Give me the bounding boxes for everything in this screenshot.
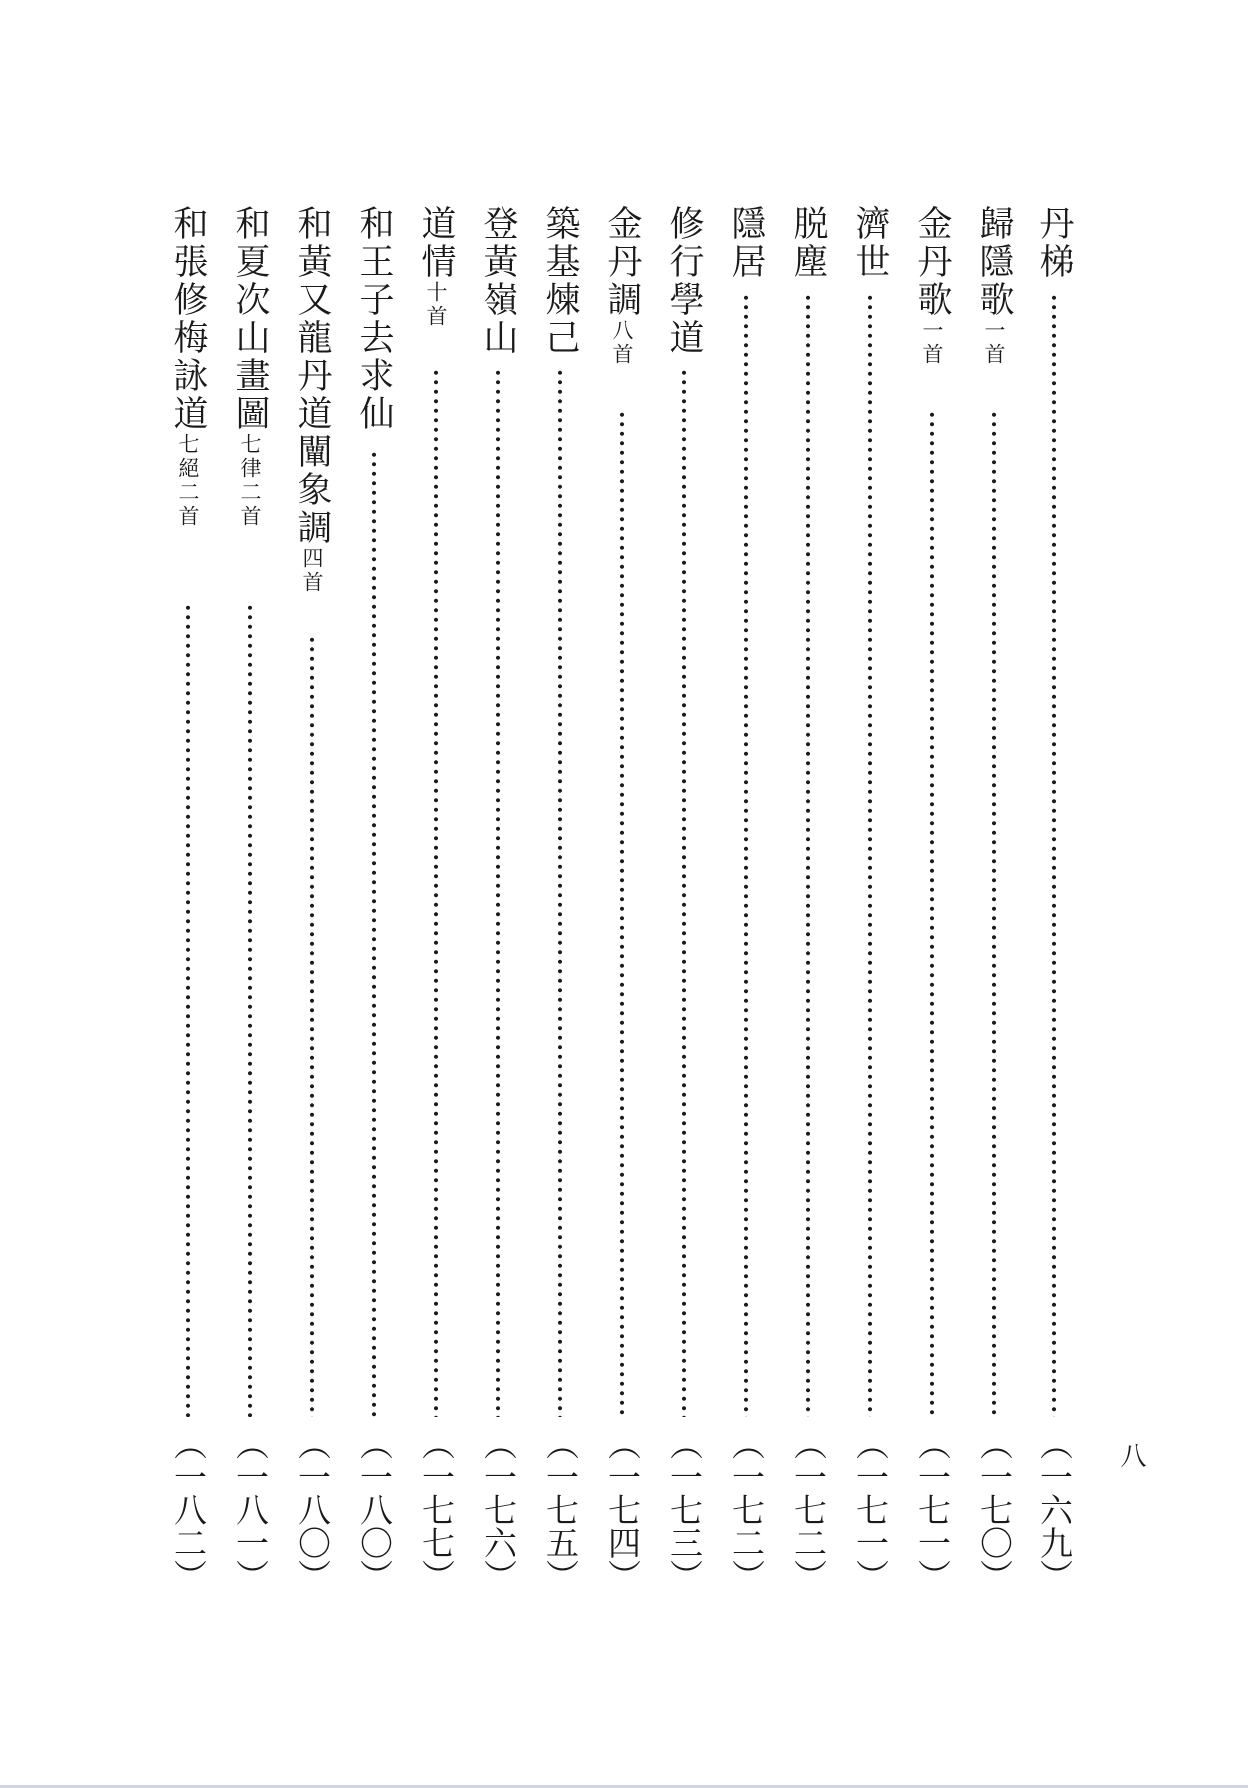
dot-leader [496, 368, 500, 1417]
dot-leader [682, 368, 686, 1417]
entry-page: ︵一七五︶ [541, 1427, 580, 1592]
entry-note: 一首 [920, 319, 944, 367]
entry-title: 金丹歌一首 [912, 205, 952, 367]
entry-page: ︵一八〇︶ [293, 1427, 332, 1592]
entry-page: ︵一七二︶ [789, 1427, 828, 1592]
entry-title: 隱居 [726, 205, 766, 281]
entry-note: 八首 [610, 319, 634, 367]
dot-leader [310, 635, 314, 1417]
entry-title: 築基煉己 [540, 205, 580, 357]
toc-entry[interactable] [788, 205, 828, 1590]
entry-page: ︵一八二︶ [169, 1427, 208, 1592]
toc-entry[interactable] [602, 205, 642, 1590]
entry-page: ︵一八〇︶ [355, 1427, 394, 1592]
dot-leader [868, 293, 872, 1417]
dot-leader [186, 603, 190, 1417]
toc-entry[interactable] [1034, 205, 1074, 1590]
entry-title: 和黃又龍丹道闡象調四首 [292, 205, 332, 595]
dot-leader [620, 410, 624, 1417]
entry-page: ︵一七二︶ [727, 1427, 766, 1592]
dot-leader [744, 293, 748, 1417]
toc-entry[interactable] [664, 205, 704, 1590]
toc-entry[interactable] [478, 205, 518, 1590]
entry-note: 四首 [300, 547, 324, 595]
dot-leader [558, 368, 562, 1417]
entry-title: 登黃嶺山 [478, 205, 518, 357]
toc-entry[interactable] [168, 205, 208, 1590]
toc-entry[interactable] [354, 205, 394, 1590]
page-number: 八 [1116, 1442, 1146, 1468]
entry-page: ︵一七四︶ [603, 1427, 642, 1592]
dot-leader [806, 293, 810, 1417]
entry-title: 和王子去求仙 [354, 205, 394, 433]
entry-page: ︵一七〇︶ [975, 1427, 1014, 1592]
entry-page: ︵一七一︶ [913, 1427, 952, 1592]
entry-page: ︵一八一︶ [231, 1427, 270, 1592]
toc-entry[interactable] [230, 205, 270, 1590]
toc-entry[interactable] [726, 205, 766, 1590]
entry-title: 道情十首 [416, 205, 456, 329]
entry-note: 一首 [982, 319, 1006, 367]
dot-leader [248, 603, 252, 1417]
entry-page: ︵一七三︶ [665, 1427, 704, 1592]
entry-title: 濟世 [850, 205, 890, 281]
dot-leader [1052, 293, 1056, 1417]
entry-title: 和夏次山畫圖七律二首 [230, 205, 270, 529]
entry-title: 歸隱歌一首 [974, 205, 1014, 367]
dot-leader [434, 368, 438, 1417]
entry-title: 脱塵 [788, 205, 828, 281]
entry-note: 十首 [424, 281, 448, 329]
entry-note: 七絕二首 [176, 433, 200, 529]
toc-entry[interactable] [540, 205, 580, 1590]
toc-entry[interactable] [912, 205, 952, 1590]
dot-leader [372, 450, 376, 1417]
toc-entry[interactable] [292, 205, 332, 1590]
toc-entry[interactable] [850, 205, 890, 1590]
toc-entry[interactable] [974, 205, 1014, 1590]
entry-page: ︵一六九︶ [1035, 1427, 1074, 1592]
entry-title: 修行學道 [664, 205, 704, 357]
dot-leader [930, 410, 934, 1417]
dot-leader [992, 410, 996, 1417]
entry-title: 和張修梅詠道七絕二首 [168, 205, 208, 529]
entry-page: ︵一七六︶ [479, 1427, 518, 1592]
entry-page: ︵一七一︶ [851, 1427, 890, 1592]
entry-page: ︵一七七︶ [417, 1427, 456, 1592]
toc-entry[interactable] [416, 205, 456, 1590]
entry-title: 丹梯 [1034, 205, 1074, 281]
entry-title: 金丹調八首 [602, 205, 642, 367]
entry-note: 七律二首 [238, 433, 262, 529]
